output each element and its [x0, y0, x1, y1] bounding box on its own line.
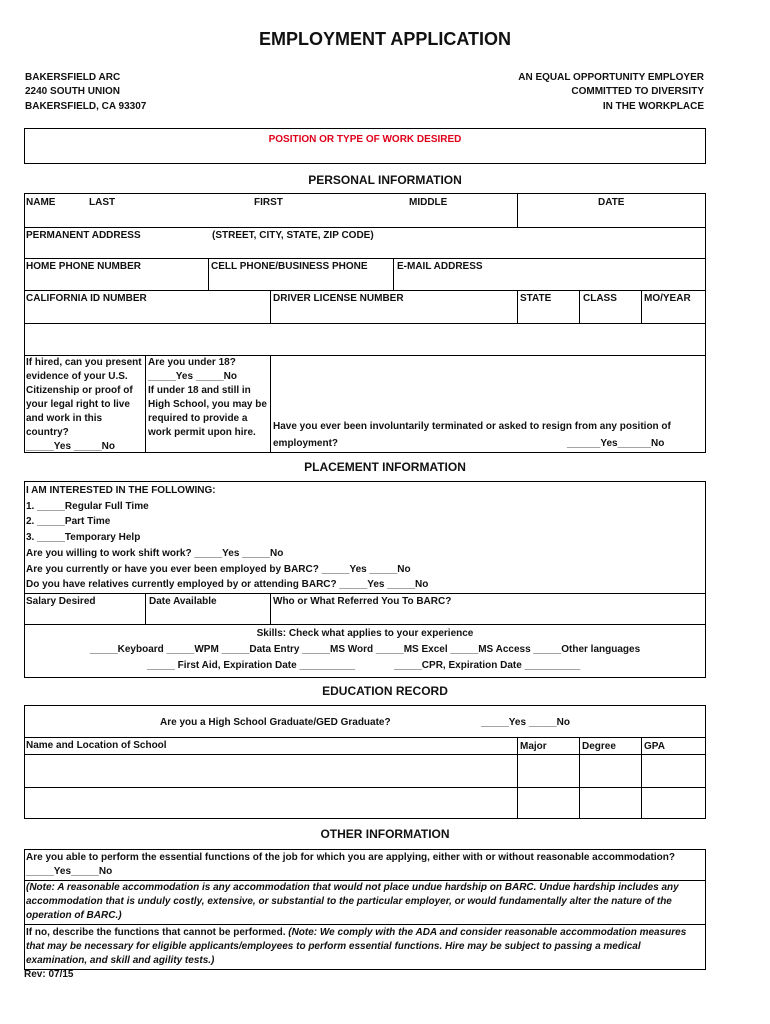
- label-california-id: CALIFORNIA ID NUMBER: [26, 293, 147, 304]
- eeo-line-3: IN THE WORKPLACE: [602, 101, 704, 112]
- option-part-time[interactable]: 2. _____Part Time: [26, 516, 111, 528]
- cell-phone-field[interactable]: [209, 273, 392, 289]
- org-city: BAKERSFIELD, CA 93307: [25, 101, 147, 112]
- org-street: 2240 SOUTH UNION: [25, 86, 121, 97]
- label-last: LAST: [89, 197, 116, 208]
- label-state: STATE: [520, 293, 552, 304]
- evidence-question: If hired, can you present evidence of your U.S. Citizenship or proof of your legal right to live and work in this country? _____Yes _____No: [26, 357, 142, 452]
- label-school-name: Name and Location of School: [26, 740, 167, 751]
- essential-functions-yes-no[interactable]: _____Yes_____No: [26, 866, 113, 877]
- position-desired-label: POSITION OR TYPE OF WORK DESIRED: [268, 134, 462, 145]
- label-degree: Degree: [582, 741, 616, 752]
- label-salary-desired: Salary Desired: [26, 596, 96, 607]
- label-referred-by: Who or What Referred You To BARC?: [273, 596, 452, 607]
- placement-heading: PLACEMENT INFORMATION: [304, 460, 466, 474]
- if-no-describe: If no, describe the functions that cannot be performed. (Note: We comply with the ADA and consider reasonable accommodation measures that may be necessary for eligible applicants/employees to perform essential functions. Hire may be subject to passing a medical examination, and skill and agility tests.): [26, 927, 687, 966]
- label-date: DATE: [598, 197, 625, 208]
- label-cell-phone: CELL PHONE/BUSINESS PHONE: [211, 261, 368, 272]
- first-aid-expiration[interactable]: _____ First Aid, Expiration Date __________: [147, 660, 356, 671]
- revision-label: Rev: 07/15: [24, 969, 74, 980]
- interest-heading: I AM INTERESTED IN THE FOLLOWING:: [26, 485, 216, 496]
- label-class: CLASS: [583, 293, 617, 304]
- label-mo-year: MO/YEAR: [644, 293, 691, 304]
- label-date-available: Date Available: [149, 596, 217, 607]
- org-name: BAKERSFIELD ARC: [25, 72, 121, 83]
- personal-heading: PERSONAL INFORMATION: [308, 173, 462, 187]
- label-gpa: GPA: [644, 741, 665, 752]
- label-first: FIRST: [254, 197, 283, 208]
- referred-field[interactable]: [271, 608, 704, 623]
- label-permanent-address: PERMANENT ADDRESS: [26, 230, 141, 241]
- employed-barc-question[interactable]: Are you currently or have you ever been employed by BARC? _____Yes _____No: [26, 563, 411, 575]
- label-middle: MIDDLE: [409, 197, 448, 208]
- label-name: NAME: [26, 197, 56, 208]
- placement-questions: [26, 483, 428, 593]
- other-heading: OTHER INFORMATION: [320, 827, 450, 841]
- education-heading: EDUCATION RECORD: [322, 684, 448, 698]
- home-phone-field[interactable]: [24, 273, 207, 289]
- evidence-yes-no[interactable]: _____Yes _____No: [26, 441, 115, 452]
- name-field[interactable]: [24, 208, 516, 226]
- accommodation-note: (Note: A reasonable accommodation is any accommodation that would not place undue hardship on BARC. Undue hardship includes any accommodation that is unduly costly, extensive, or substantial to the particular employer, or would fundamentally alter the nature of the operation of BARC.): [26, 882, 679, 921]
- label-address-hint: (STREET, CITY, STATE, ZIP CODE): [212, 230, 374, 241]
- option-regular-full-time[interactable]: 1. _____Regular Full Time: [26, 500, 149, 512]
- label-driver-license: DRIVER LICENSE NUMBER: [273, 293, 404, 304]
- id-details-field[interactable]: [24, 324, 704, 354]
- shift-work-question[interactable]: Are you willing to work shift work? _____Yes _____No: [26, 547, 284, 559]
- high-school-question: Are you a High School Graduate/GED Graduate?: [160, 717, 391, 728]
- school-field-1[interactable]: [24, 755, 516, 786]
- skills-title: Skills: Check what applies to your experience: [256, 628, 474, 639]
- high-school-yes-no[interactable]: _____Yes _____No: [481, 717, 570, 728]
- address-field[interactable]: [24, 242, 704, 257]
- relatives-barc-question[interactable]: Do you have relatives currently employed by or attending BARC? _____Yes _____No: [26, 579, 429, 591]
- terminated-question: Have you ever been involuntarily terminated or asked to resign from any position of: [273, 421, 671, 432]
- eeo-line-1: AN EQUAL OPPORTUNITY EMPLOYER: [518, 72, 704, 83]
- date-available-field[interactable]: [146, 608, 269, 623]
- page-title: EMPLOYMENT APPLICATION: [259, 29, 511, 49]
- email-field[interactable]: [394, 273, 704, 289]
- terminated-yes-no[interactable]: ______Yes______No: [567, 438, 665, 449]
- cpr-expiration[interactable]: _____CPR, Expiration Date __________: [394, 660, 581, 671]
- eeo-line-2: COMMITTED TO DIVERSITY: [571, 86, 704, 97]
- terminated-question-2: employment?: [273, 438, 339, 449]
- under-18-yes-no[interactable]: _____Yes _____No: [148, 371, 237, 382]
- skills-checklist[interactable]: _____Keyboard _____WPM _____Data Entry _____MS Word _____MS Excel _____MS Access _____Other languages: [89, 644, 641, 655]
- label-home-phone: HOME PHONE NUMBER: [26, 261, 142, 272]
- date-field[interactable]: [518, 208, 704, 226]
- under-18-question: Are you under 18? _____Yes _____No If under 18 and still in High School, you may be required to provide a work permit upon hire.: [148, 357, 267, 438]
- label-email: E-MAIL ADDRESS: [397, 261, 483, 272]
- school-field-2[interactable]: [24, 788, 516, 818]
- option-temporary-help[interactable]: 3. _____Temporary Help: [26, 532, 141, 544]
- essential-functions-question: Are you able to perform the essential functions of the job for which you are applying, either with or without reasonable accommodation?: [26, 852, 675, 863]
- salary-field[interactable]: [24, 608, 144, 623]
- label-major: Major: [520, 741, 547, 752]
